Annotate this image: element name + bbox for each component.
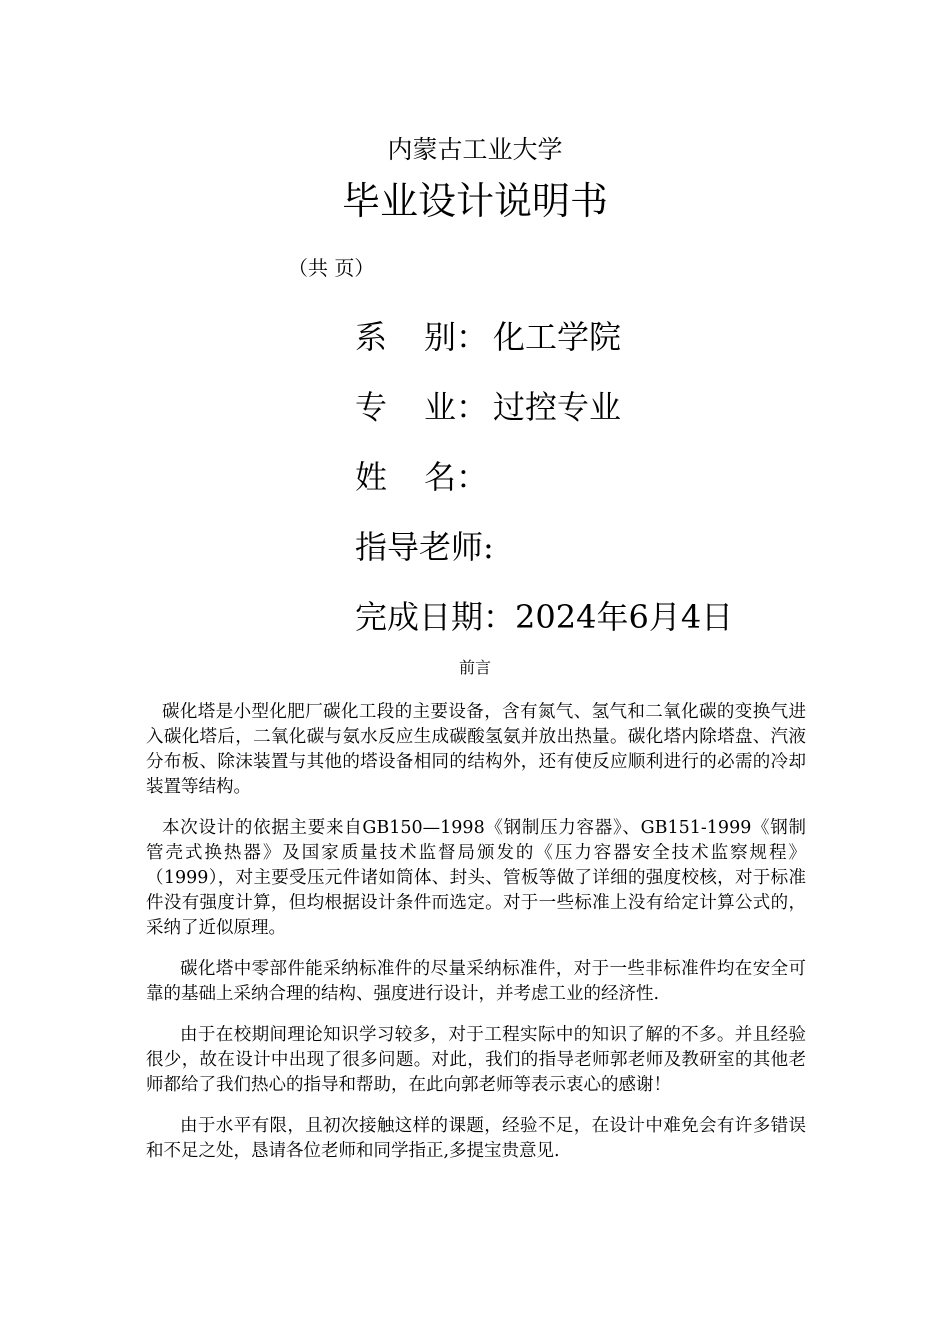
department-value: 化工学院 bbox=[493, 318, 622, 356]
date-label: 完成日期： bbox=[355, 598, 516, 636]
preface-body bbox=[146, 700, 806, 1180]
advisor-row bbox=[355, 525, 733, 595]
advisor-label: 指导老师: bbox=[355, 528, 494, 566]
document-title: 毕业设计说明书 bbox=[341, 179, 608, 223]
department-label: 系 别： bbox=[355, 318, 489, 356]
preface-paragraph-1: 碳化塔是小型化肥厂碳化工段的主要设备，含有氮气、氢气和二氧化碳的变换气进入碳化塔后，二氧化碳与氨水反应生成碳酸氢氨并放出热量。碳化塔内除塔盘、汽液分布板、除沫装置与其他的塔设备相同的结构外，还有使反应顺利进行的必需的冷却装置等结构。 bbox=[146, 702, 806, 797]
date-row bbox=[355, 595, 733, 665]
name-row bbox=[355, 455, 733, 525]
preface-paragraph-2: 本次设计的依据主要来自GB150—1998《钢制压力容器》、GB151-1999《钢制管壳式换热器》及国家质量技术监督局颁发的《压力容器安全技术监察规程》（1999），对主要受压元件诸如筒体、封头、管板等做了详细的强度校核，对于标准件没有强度计算，但均根据设计条件而选定。对于一些标准上没有给定计算公式的，采纳了近似原理。 bbox=[146, 818, 806, 938]
major-label: 专 业： bbox=[355, 388, 489, 426]
date-value: 2024年6月4日 bbox=[515, 598, 734, 636]
university-name: 内蒙古工业大学 bbox=[387, 135, 563, 164]
page-count: （共 页） bbox=[288, 256, 375, 280]
preface-title: 前言 bbox=[458, 658, 491, 677]
student-info-block bbox=[355, 315, 733, 665]
name-label: 姓 名： bbox=[355, 458, 489, 496]
preface-paragraph-4: 由于在校期间理论知识学习较多，对于工程实际中的知识了解的不多。并且经验很少，故在设计中出现了很多问题。对此，我们的指导老师郭老师及教研室的其他老师都给了我们热心的指导和帮助，在此向郭老师等表示衷心的感谢！ bbox=[146, 1025, 806, 1095]
preface-paragraph-5: 由于水平有限，且初次接触这样的课题，经验不足，在设计中难免会有许多错误和不足之处，恳请各位老师和同学指正,多提宝贵意见. bbox=[146, 1116, 806, 1161]
department-row bbox=[355, 315, 733, 385]
preface-paragraph-3: 碳化塔中零部件能采纳标准件的尽量采纳标准件，对于一些非标准件均在安全可靠的基础上采纳合理的结构、强度进行设计，并考虑工业的经济性. bbox=[146, 959, 806, 1004]
major-row bbox=[355, 385, 733, 455]
major-value: 过控专业 bbox=[493, 388, 622, 426]
